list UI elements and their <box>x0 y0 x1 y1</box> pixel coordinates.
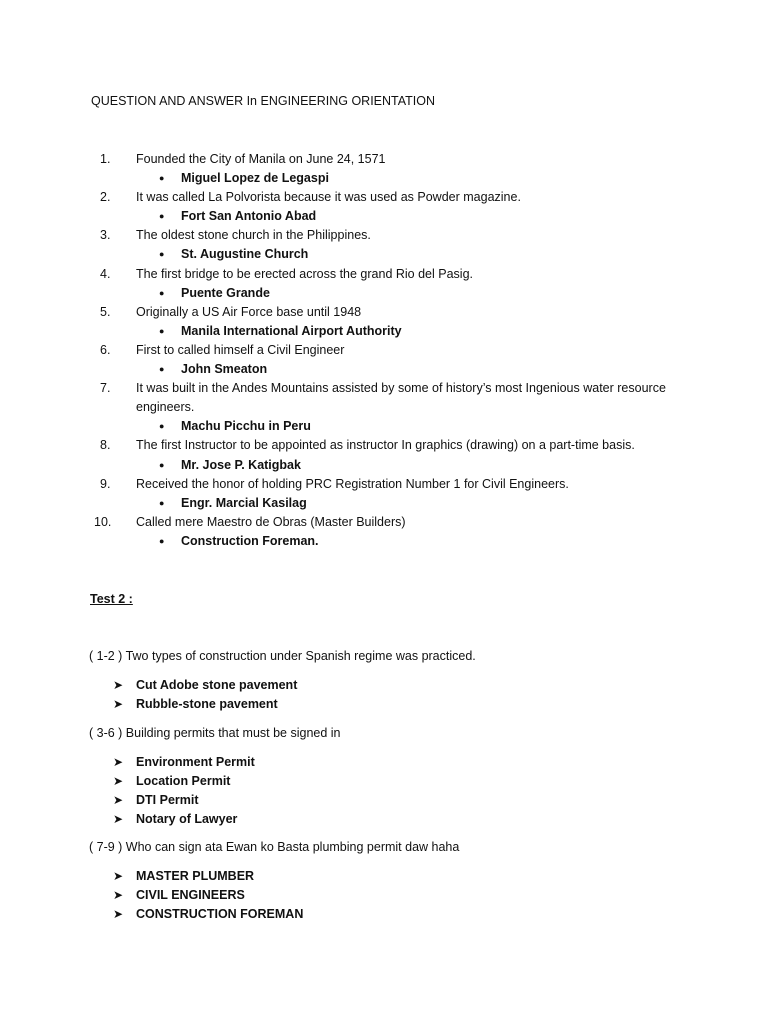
question-item <box>0 150 676 169</box>
answer-text: Manila International Airport Authority <box>181 323 402 338</box>
bullet-icon: ● <box>159 249 165 260</box>
question-item <box>0 475 676 494</box>
test2-section <box>0 647 768 714</box>
arrow-bullet-icon: ➤ <box>113 888 124 903</box>
section-answer-list <box>0 676 768 714</box>
question-number: 5. <box>100 304 111 319</box>
question-text: Founded the City of Manila on June 24, 1571 <box>136 152 386 166</box>
answer-item <box>0 532 768 551</box>
question-text: The first Instructor to be appointed as instructor In graphics (drawing) on a part-time basis. <box>136 438 635 453</box>
answer-text: Mr. Jose P. Katigbak <box>181 457 301 472</box>
answer-item <box>0 417 768 436</box>
answer-text: John Smeaton <box>181 362 268 377</box>
section-question: ( 1-2 ) Two types of construction under Spanish regime was practiced. <box>89 649 476 663</box>
answer-item <box>0 360 768 379</box>
question-number: 4. <box>100 266 111 281</box>
arrow-bullet-icon: ➤ <box>113 697 124 712</box>
arrow-bullet-icon: ➤ <box>113 755 124 769</box>
question-item <box>0 379 676 417</box>
question-text: First to called himself a Civil Engineer <box>136 342 345 357</box>
question-number: 2. <box>100 190 111 205</box>
test2-section <box>0 724 768 829</box>
answer-text: Miguel Lopez de Legaspi <box>181 171 329 186</box>
answer-item <box>0 169 768 188</box>
answer-text: Construction Foreman. <box>181 533 319 548</box>
section-answer-list <box>0 753 768 829</box>
answer-text: Puente Grande <box>181 285 270 300</box>
question-text: It was built in the Andes Mountains assisted by some of history’s most Ingenious water resource engineers. <box>136 381 666 415</box>
answer-item <box>0 245 768 264</box>
bullet-icon: ● <box>159 325 165 336</box>
answer-text: Engr. Marcial Kasilag <box>181 495 307 510</box>
question-number: 9. <box>100 476 111 491</box>
section-answer-item <box>0 886 768 905</box>
question-text: Received the honor of holding PRC Registration Number 1 for Civil Engineers. <box>136 476 569 491</box>
section-answer-item <box>0 695 768 714</box>
answer-item <box>0 494 768 513</box>
section-answer-item <box>0 867 768 886</box>
answer-text: Environment Permit <box>136 755 255 769</box>
arrow-bullet-icon: ➤ <box>113 812 124 827</box>
answer-item <box>0 322 768 341</box>
answer-text: St. Augustine Church <box>181 247 309 262</box>
section-question: ( 7-9 ) Who can sign ata Ewan ko Basta plumbing permit daw haha <box>89 840 460 854</box>
question-number: 1. <box>100 152 111 166</box>
question-item <box>0 188 676 207</box>
question-item <box>0 303 676 322</box>
question-item <box>0 226 676 245</box>
arrow-bullet-icon: ➤ <box>113 869 124 883</box>
bullet-icon: ● <box>159 364 165 375</box>
section-answer-item <box>0 676 768 695</box>
answer-text: MASTER PLUMBER <box>136 869 255 883</box>
answer-text: Machu Picchu in Peru <box>181 419 311 434</box>
arrow-bullet-icon: ➤ <box>113 793 124 808</box>
section-question: ( 3-6 ) Building permits that must be signed in <box>89 726 341 740</box>
question-number: 8. <box>100 438 111 453</box>
section-answer-item <box>0 810 768 829</box>
test2-heading: Test 2 : <box>90 592 133 606</box>
answer-text: Cut Adobe stone pavement <box>136 678 298 692</box>
test2-section <box>0 838 768 924</box>
answer-item <box>0 207 768 226</box>
bullet-icon: ● <box>159 459 165 470</box>
arrow-bullet-icon: ➤ <box>113 774 124 789</box>
section-answer-item <box>0 772 768 791</box>
question-item <box>0 513 676 532</box>
answer-item <box>0 456 768 475</box>
section-answer-item <box>0 753 768 772</box>
question-number: 10. <box>94 514 112 529</box>
question-item <box>0 436 676 455</box>
question-text: It was called La Polvorista because it was used as Powder magazine. <box>136 190 521 205</box>
question-number: 7. <box>100 381 111 396</box>
question-text: Called mere Maestro de Obras (Master Builders) <box>136 514 406 529</box>
bullet-icon: ● <box>159 421 165 432</box>
answer-text: Notary of Lawyer <box>136 812 238 827</box>
bullet-icon: ● <box>159 287 165 298</box>
section-answer-list <box>0 867 768 924</box>
answer-text: CONSTRUCTION FOREMAN <box>136 907 304 922</box>
answer-text: Location Permit <box>136 774 231 789</box>
arrow-bullet-icon: ➤ <box>113 678 124 692</box>
question-text: The first bridge to be erected across the grand Rio del Pasig. <box>136 266 473 281</box>
arrow-bullet-icon: ➤ <box>113 907 124 922</box>
bullet-icon: ● <box>159 535 165 546</box>
answer-text: DTI Permit <box>136 793 199 808</box>
question-number: 6. <box>100 342 111 357</box>
answer-item <box>0 284 768 303</box>
bullet-icon: ● <box>159 211 165 222</box>
answer-text: CIVIL ENGINEERS <box>136 888 245 903</box>
question-text: The oldest stone church in the Philippines. <box>136 228 371 243</box>
question-list <box>0 150 768 551</box>
answer-text: Rubble-stone pavement <box>136 697 278 712</box>
bullet-icon: ● <box>159 173 165 184</box>
section-answer-item <box>0 791 768 810</box>
question-item <box>0 341 676 360</box>
question-number: 3. <box>100 228 111 243</box>
question-item <box>0 265 676 284</box>
bullet-icon: ● <box>159 497 165 508</box>
section-answer-item <box>0 905 768 924</box>
question-text: Originally a US Air Force base until 1948 <box>136 304 362 319</box>
answer-text: Fort San Antonio Abad <box>181 209 317 224</box>
document-title: QUESTION AND ANSWER In ENGINEERING ORIENTATION <box>91 94 436 108</box>
